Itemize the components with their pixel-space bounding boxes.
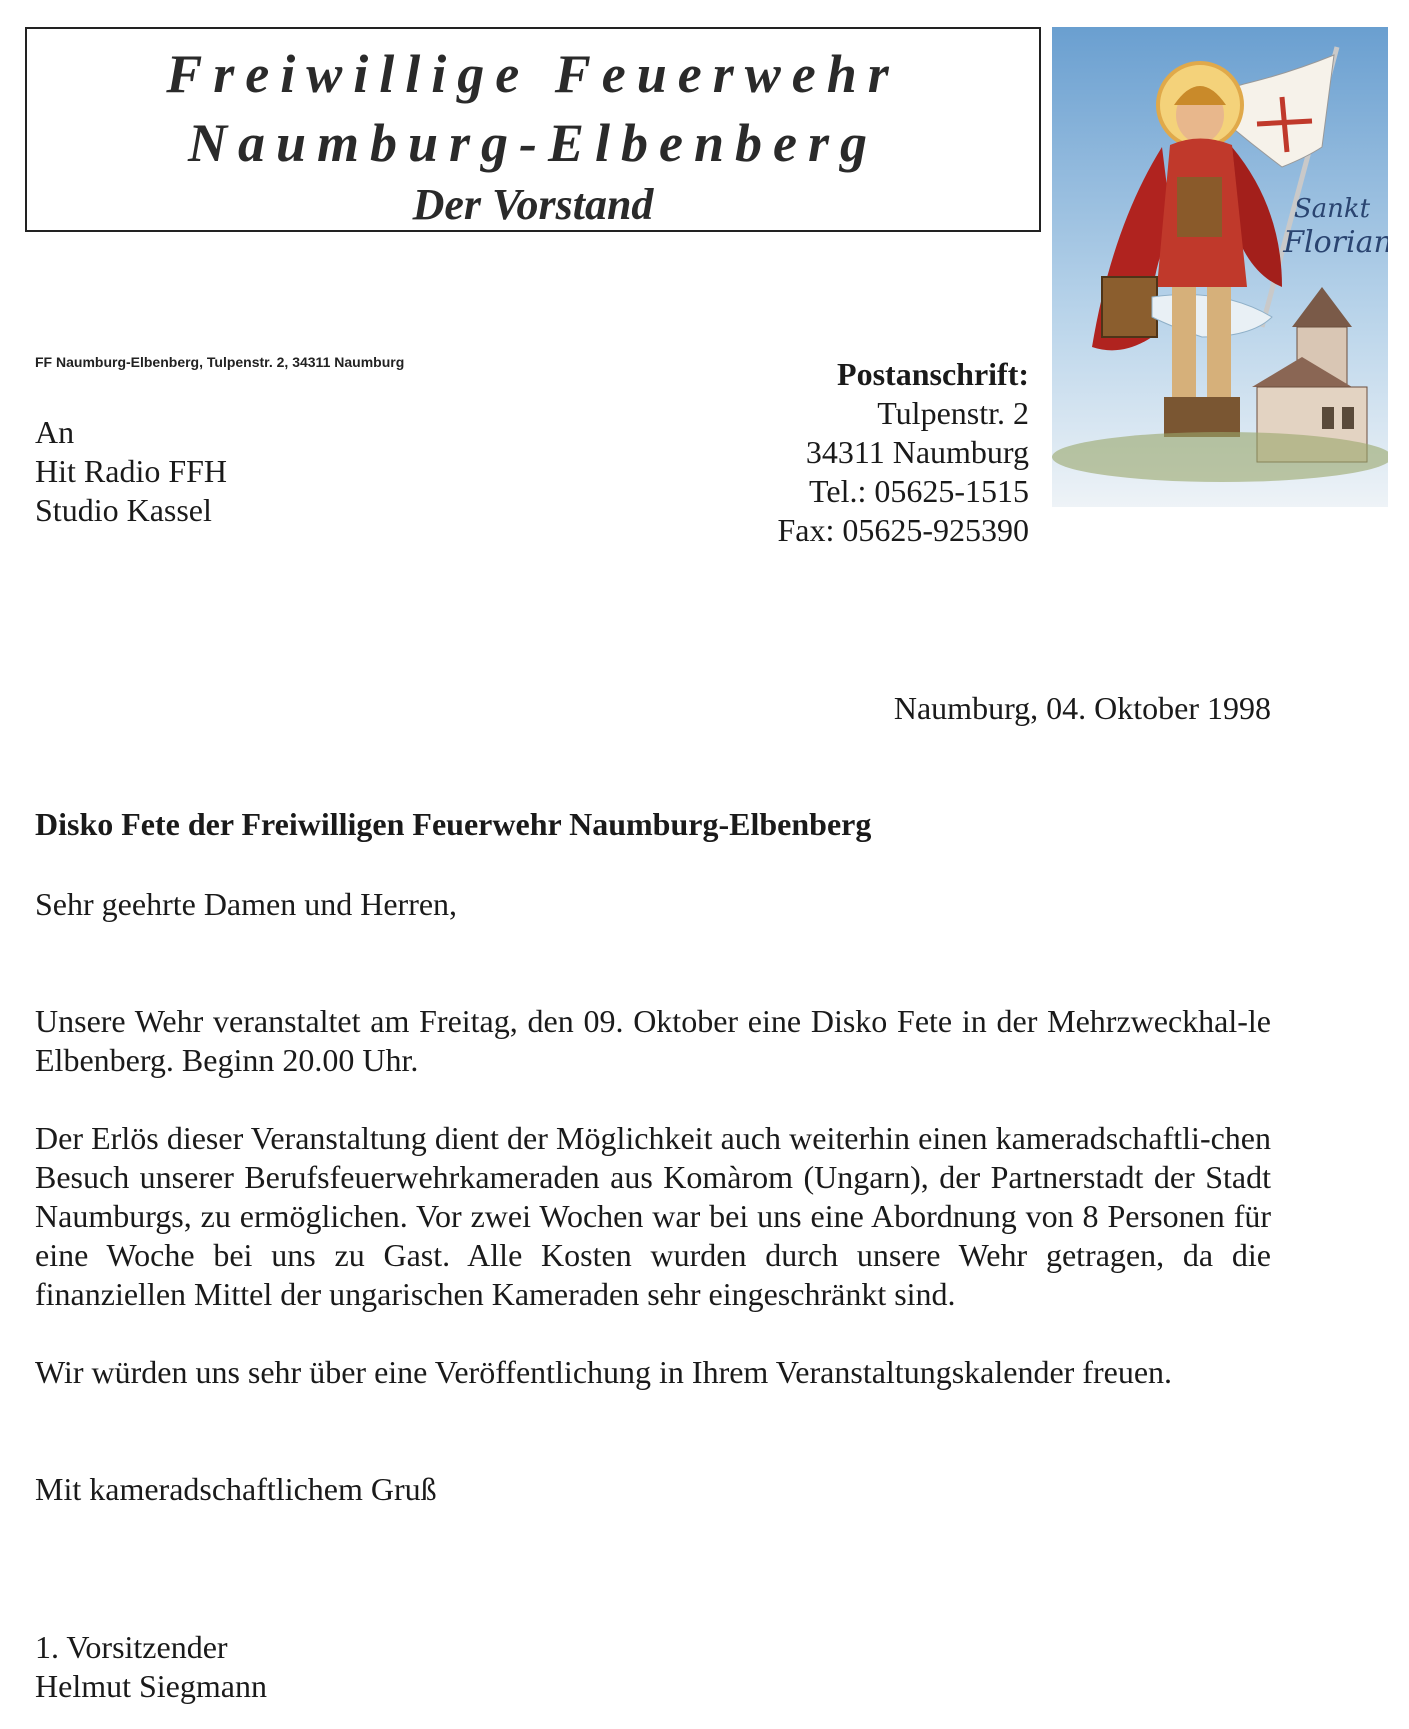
postal-phone: Tel.: 05625-1515 [809,473,1029,509]
postal-fax: Fax: 05625-925390 [777,512,1029,548]
letterhead-org-name: Freiwillige Feuerwehr [166,44,900,104]
body-paragraph-3: Wir würden uns sehr über eine Veröffentlichung in Ihrem Veranstaltungskalender freuen. [35,1354,1173,1390]
signature-title: 1. Vorsitzender [35,1629,228,1665]
signature-name: Helmut Siegmann [35,1668,267,1704]
saint-florian-illustration [1052,27,1388,507]
recipient-line-2: Hit Radio FFH [35,453,228,489]
letterhead-box [25,27,1041,232]
letter-closing: Mit kameradschaftlichem Gruß [35,1471,437,1507]
recipient-address [35,413,227,530]
sender-return-address: FF Naumburg-Elbenberg, Tulpenstr. 2, 34311 Naumburg [35,354,405,370]
body-paragraph-1: Unsere Wehr veranstaltet am Freitag, den 09. Oktober eine Disko Fete in der Mehrzweckhal-le Elbenberg. Beginn 20.00 Uhr. [35,1003,1271,1078]
postal-city: 34311 Naumburg [805,434,1029,470]
letter-date: Naumburg, 04. Oktober 1998 [893,690,1271,726]
recipient-line-1: An [35,414,75,450]
postal-label: Postanschrift: [837,356,1029,392]
postal-street: Tulpenstr. 2 [877,395,1029,431]
letterhead-subtitle: Der Vorstand [412,180,654,229]
illustration-caption-florian: Florian [1283,225,1388,260]
letter-subject: Disko Fete der Freiwilligen Feuerwehr Naumburg-Elbenberg [35,806,872,842]
illustration-caption-sankt: Sankt [1293,194,1371,224]
letter-salutation: Sehr geehrte Damen und Herren, [35,886,458,922]
recipient-line-3: Studio Kassel [35,492,212,528]
body-paragraph-2: Der Erlös dieser Veranstaltung dient der Möglichkeit auch weiterhin einen kameradschaftli-chen Besuch unserer Berufsfeuerwehrkameraden aus Komàrom (Ungarn), der Partnerstadt der Stadt Naumburgs, zu ermöglichen. Vor zwei Wochen war bei uns eine Abordnung von 8 Personen für eine Woche bei uns zu Gast. Alle Kosten wurden durch unsere Wehr getragen, da die finanziellen Mittel der ungarischen Kameraden sehr eingeschränkt sind. [35,1120,1271,1312]
letterhead-location: Naumburg-Elbenberg [187,113,879,173]
postal-address-block [629,355,1029,550]
